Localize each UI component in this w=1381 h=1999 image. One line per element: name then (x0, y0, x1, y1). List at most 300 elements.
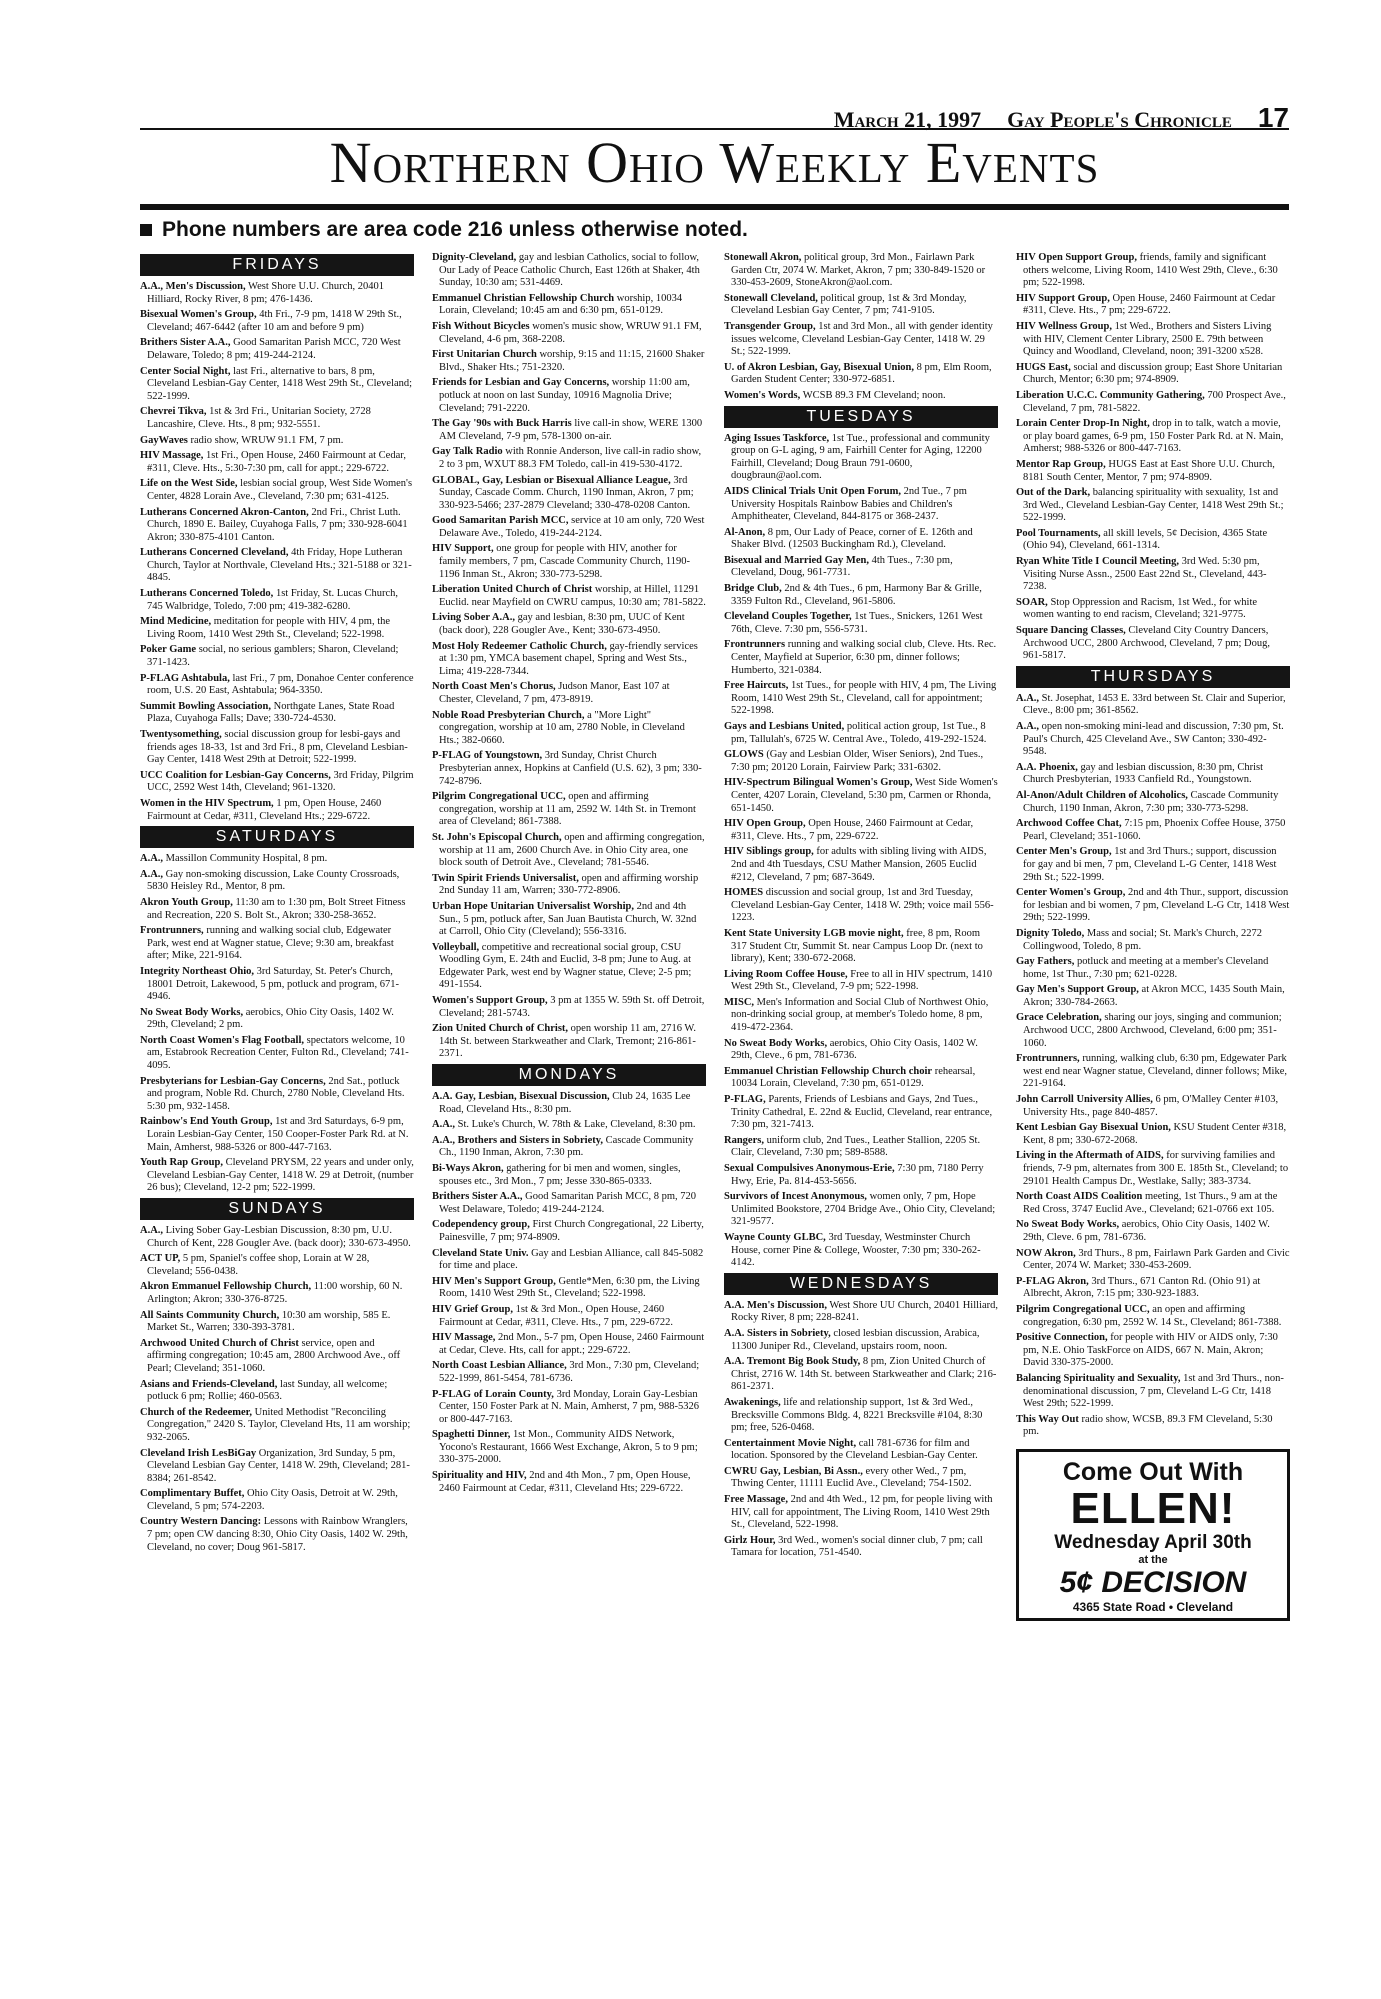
event-name: Life on the West Side, (140, 478, 238, 490)
event-name: A.A. Tremont Big Book Study, (724, 1356, 861, 1368)
event-details: 3rd Mon., 7:30 pm, Cleveland; 522-1999, 861-5454, 781-6736. (439, 1360, 700, 1384)
event-listing (724, 997, 998, 1035)
event-name: Most Holy Redeemer Catholic Church, (432, 640, 607, 652)
event-name: Codependency group, (432, 1219, 530, 1231)
event-details: spectators welcome, 10 am, Estabrook Recreation Center, Fulton Rd., Cleveland; 741-4095. (147, 1034, 409, 1072)
event-listing (1016, 721, 1290, 759)
bullet-square-icon (140, 224, 152, 236)
event-details: last Sunday, all welcome; potluck 6 pm; Rollie; 460-0563. (147, 1378, 388, 1403)
event-listing (432, 995, 706, 1020)
event-name: Volleyball, (432, 941, 480, 953)
event-details: last Fri., alternative to bars, 8 pm, Cleveland Lesbian-Gay Center, 1418 West 29th St., Cleveland; 522-1999. (147, 365, 413, 402)
notice-text: Phone numbers are area code 216 unless otherwise noted. (162, 218, 748, 241)
event-listing (140, 1448, 414, 1486)
event-listing (432, 446, 706, 471)
event-name: John Carroll University Allies, (1016, 1094, 1153, 1106)
event-name: Dignity Toledo, (1016, 927, 1085, 939)
event-listing (724, 846, 998, 884)
event-name: HIV Open Group, (724, 818, 806, 830)
event-details: political group, 1st & 3rd Monday, Cleveland Lesbian Gay Center, 7 pm; 741-9105. (731, 292, 967, 317)
event-listing (140, 966, 414, 1004)
event-details: open and affirming congregation, worship at 11 am, 2600 Church Ave. in Ohio City area, one block south of Detroit Ave., Cleveland; 781-5546. (439, 831, 705, 869)
event-listing (432, 1389, 706, 1427)
event-listing (432, 942, 706, 992)
event-name: Survivors of Incest Anonymous, (724, 1191, 867, 1203)
event-listing (724, 928, 998, 966)
event-name: GayWaves (140, 434, 188, 446)
event-name: Free Haircuts, (724, 680, 789, 692)
event-name: Sexual Compulsives Anonymous-Erie, (724, 1163, 895, 1174)
event-listing (1016, 1219, 1290, 1244)
event-name: Bi-Ways Akron, (432, 1163, 504, 1174)
event-details: Parents, Friends of Lesbians and Gays, 2nd Tues., Trinity Cathedral, E. 22nd & Euclid, Cleveland, rear entrance, 7:30 pm, 321-7413. (731, 1094, 993, 1131)
event-details: lesbian social group, West Side Women's Center, 4828 Lorain Ave., Cleveland, 7:30 pm; 631-4125. (147, 478, 413, 502)
event-listing (432, 1191, 706, 1216)
event-name: Cleveland Irish LesBiGay (140, 1447, 257, 1459)
event-listing (1016, 528, 1290, 553)
event-listing (140, 366, 414, 404)
event-details: Open House, 2460 Fairmount at Cedar, #311, Cleve. Hts., 7 pm, 229-6722. (731, 818, 974, 842)
event-details: running and walking social club, Edgewater Park, west end at Wagner statue, Cleve; 9:30 am, breakfast after; Mike, 221-9164. (147, 925, 394, 962)
event-listing (140, 337, 414, 362)
event-listing (140, 869, 414, 894)
event-listing (1016, 846, 1290, 884)
event-listing (1016, 597, 1290, 622)
event-details: Organization, 3rd Sunday, 5 pm, Cleveland Lesbian Gay Center, 1418 W. 29th, Cleveland; 281-8384; 261-8542. (147, 1447, 410, 1484)
event-name: The Gay '90s with Buck Harris (432, 418, 572, 430)
event-name: AIDS Clinical Trials Unit Open Forum, (724, 485, 901, 497)
event-listing (432, 641, 706, 679)
event-listing (724, 1466, 998, 1491)
event-listing (1016, 1332, 1290, 1370)
event-listing (724, 777, 998, 815)
event-listing (724, 1135, 998, 1160)
event-details: worship, 9:15 and 11:15, 21600 Shaker Blvd., Shaker Hts.; 751-2320. (439, 349, 705, 373)
event-name: A.A. Phoenix, (1016, 761, 1078, 773)
event-name: Living Sober A.A., (432, 612, 515, 624)
event-name: Spaghetti Dinner, (432, 1429, 511, 1441)
event-listing (432, 1304, 706, 1329)
event-name: Center Men's Group, (1016, 846, 1112, 858)
event-details: West Shore U.U. Church, 20401 Hilliard, Rocky River, 8 pm; 476-1436. (147, 281, 384, 305)
event-listing (140, 644, 414, 669)
event-listing (724, 1397, 998, 1435)
event-name: HUGS East, (1016, 361, 1071, 373)
event-name: GLOBAL, Gay, Lesbian or Bisexual Alliance League, (432, 474, 671, 486)
event-listing (432, 710, 706, 748)
event-name: HIV Wellness Group, (1016, 320, 1112, 332)
event-name: Country Western Dancing: (140, 1516, 262, 1528)
event-name: P-FLAG of Youngstown, (432, 750, 543, 762)
event-name: Grace Celebration, (1016, 1012, 1102, 1024)
event-name: Pilgrim Congregational UCC, (432, 791, 566, 803)
event-details: St. Luke's Church, W. 78th & Lake, Cleveland, 8:30 pm. (457, 1119, 696, 1131)
ad-line6: 4365 State Road • Cleveland (1072, 1599, 1234, 1614)
event-name: Bridge Club, (724, 583, 782, 595)
event-name: Stonewall Akron, (724, 252, 802, 263)
event-details: Free to all in HIV spectrum, 1410 West 29th St., Cleveland, 7-9 pm; 522-1998. (731, 968, 993, 993)
event-details: an open and affirming congregation, 6:30 pm, 2592 W. 14 St., Cleveland; 861-7388. (1023, 1303, 1282, 1328)
event-details: 1st Friday, St. Lucas Church, 745 Walbridge, Toledo, 7:00 pm; 419-382-6280. (147, 588, 399, 612)
event-details: political action group, 1st Tue., 8 pm, Tallulah's, 6725 W. Central Ave., Toledo, 419-292-1524. (731, 721, 987, 745)
day-header: MONDAYS (432, 1064, 706, 1086)
event-details: service at 10 am only, 720 West Delaware Ave., Toledo, 419-244-2124. (439, 515, 705, 539)
event-name: Church of the Redeemer, (140, 1406, 252, 1418)
event-details: 2nd Mon., 5-7 pm, Open House, 2460 Fairmount at Cedar, Cleve. Hts, call for appt.; 229-6722. (439, 1332, 705, 1356)
event-details: worship, 10034 Lorain, Cleveland; 10:45 am and 6:30 pm, 651-0129. (439, 292, 683, 317)
event-name: Poker Game (140, 644, 197, 656)
event-listing (432, 321, 706, 346)
event-details: running, walking club, 6:30 pm, Edgewater Park west end near Wagner statue, Cleveland, dinner follows; Mike, 221-9164. (1023, 1053, 1288, 1090)
event-listing (140, 309, 414, 334)
page-title: Northern Ohio Weekly Events (329, 130, 1100, 195)
event-name: A.A., Brothers and Sisters in Sobriety, (432, 1134, 604, 1146)
event-listing (432, 475, 706, 513)
event-name: Frontrunners (724, 639, 786, 651)
event-details: WCSB 89.3 FM Cleveland; noon. (802, 389, 946, 401)
event-listing (140, 897, 414, 922)
event-name: Stonewall Cleveland, (724, 292, 818, 304)
event-listing (140, 853, 414, 866)
event-listing (724, 749, 998, 774)
event-details: women's music show, WRUW 91.1 FM, Cleveland, 4-6 pm, 368-2208. (439, 320, 702, 345)
event-name: Lutherans Concerned Cleveland, (140, 547, 289, 559)
event-listing (1016, 1191, 1290, 1216)
event-name: HIV Massage, (140, 450, 204, 462)
event-name: Bisexual Women's Group, (140, 309, 257, 321)
event-name: A.A., (140, 853, 164, 865)
event-name: Living in the Aftermath of AIDS, (1016, 1150, 1164, 1162)
event-listing (140, 1253, 414, 1278)
event-listing (140, 770, 414, 795)
event-listing (724, 680, 998, 718)
event-listing (432, 832, 706, 870)
event-details: for adults with sibling living with AIDS, 2nd and 4th Tuesdays, CSU Mather Mansion, 2605 Euclid #212, Cleveland, 7 pm; 687-3649. (731, 846, 987, 883)
event-name: No Sweat Body Works, (1016, 1219, 1120, 1231)
event-details: live call-in show, WERE 1300 AM Cleveland, 7-9 pm, 578-1300 on-air. (439, 418, 703, 442)
event-details: 2nd Fri., Christ Luth. Church, 1890 E. Bailey, Cuyahoga Falls, 7 pm; 330-928-6041 Akron; 330-875-4101 Canton. (147, 506, 408, 543)
event-name: Awakenings, (724, 1396, 781, 1408)
event-listing (432, 349, 706, 374)
event-details: 1st and 3rd Mon., all with gender identity issues welcome, Cleveland Lesbian-Gay Center, 1418 W. 29 St.; 522-1999. (731, 320, 993, 358)
event-listing (140, 435, 414, 448)
event-details: 8 pm, Elm Room, Garden Student Center; 330-972-6851. (731, 361, 992, 386)
event-name: Asians and Friends-Cleveland, (140, 1378, 278, 1390)
event-details: aerobics, Ohio City Oasis, 1402 W. 29th, Cleve. 6 pm, 781-6736. (1023, 1219, 1270, 1243)
event-name: Zion United Church of Christ, (432, 1023, 569, 1035)
event-listing (432, 543, 706, 581)
event-details: Open House, 2460 Fairmount at Cedar #311, Cleve. Hts., 7 pm; 229-6722. (1023, 292, 1276, 317)
event-listing (140, 798, 414, 823)
event-name: NOW Akron, (1016, 1247, 1076, 1259)
event-name: Emmanuel Christian Fellowship Church (432, 292, 615, 304)
event-details: West Shore UU Church, 20401 Hilliard, Rocky River, 8 pm; 228-8241. (731, 1299, 998, 1324)
event-listing (140, 1338, 414, 1376)
event-details: 3 pm at 1355 W. 59th St. off Detroit, Cleveland; 281-5743. (439, 995, 705, 1019)
event-details: 7:15 pm, Phoenix Coffee House, 3750 Pearl, Cleveland; 351-1060. (1023, 818, 1286, 842)
event-listing (724, 321, 998, 359)
ellen-ad-box (1016, 1449, 1290, 1621)
event-name: Gay Fathers, (1016, 956, 1075, 968)
event-details: Cascade Community Ch., 1190 Inman, Akron, 7:30 pm. (439, 1134, 694, 1159)
event-listing (432, 1163, 706, 1188)
event-name: GLOWS (724, 749, 764, 761)
event-name: St. John's Episcopal Church, (432, 831, 562, 843)
event-name: Center Women's Group, (1016, 887, 1126, 899)
event-details: 1st Tues., Snickers, 1261 West 76th, Cleve. 7:30 pm, 556-5731. (731, 611, 983, 635)
event-listing (724, 1438, 998, 1463)
event-name: North Coast AIDS Coalition (1016, 1191, 1143, 1203)
event-name: Spirituality and HIV, (432, 1470, 527, 1482)
event-details: Living Sober Gay-Lesbian Discussion, 8:30 pm, U.U. Church of Kent, 228 Gougler Ave. (back door); 330-673-4950. (147, 1225, 411, 1249)
event-name: A.A. Sisters in Sobriety, (724, 1327, 831, 1339)
column-2 (432, 252, 706, 1997)
event-name: Complimentary Buffet, (140, 1488, 245, 1500)
event-details: 1 pm, Open House, 2460 Fairmount at Cedar, #311, Cleveland Hts.; 229-6722. (147, 797, 382, 822)
event-details: for surviving families and friends, 7-9 pm, alternates from 300 E. 185th St., Cleveland; to 29101 Health Campus Dr., Westlake, Sally; 383-3734. (1023, 1150, 1289, 1187)
event-name: A.A. Gay, Lesbian, Bisexual Discussion, (432, 1091, 610, 1103)
event-listing (432, 1091, 706, 1116)
event-details: 3rd Monday, Lorain Gay-Lesbian Center, 150 Foster Park at N. Main, Amherst, 7 pm, 988-5326 or 800-447-7163. (439, 1388, 700, 1425)
event-listing (140, 1488, 414, 1513)
event-listing (724, 362, 998, 387)
event-listing (140, 1007, 414, 1032)
event-details: radio show, WCSB, 89.3 FM Cleveland, 5:30 pm. (1023, 1413, 1273, 1438)
event-name: Akron Emmanuel Fellowship Church, (140, 1281, 312, 1293)
event-listing (1016, 1304, 1290, 1329)
event-name: Frontrunners, (1016, 1053, 1080, 1065)
event-details: gay and lesbian, 8:30 pm, UUC of Kent (back door), 228 Gougler Ave., Kent; 330-673-4950. (439, 612, 685, 637)
event-listing (1016, 321, 1290, 359)
event-listing (724, 1191, 998, 1229)
event-details: 2nd and 4th Thur., support, discussion for lesbian and bi women, 7 pm, Cleveland L-G Ctr, 1418 West 29th; 522-1999. (1023, 887, 1290, 924)
event-listing (724, 1494, 998, 1532)
event-details: aerobics, Ohio City Oasis, 1402 W. 29th, Cleveland; 2 pm. (147, 1006, 394, 1031)
event-details: friends, family and significant others welcome, Living Room, 1410 West 29th, Cleve., 6:30 pm; 522-1998. (1023, 252, 1278, 289)
event-details: competitive and recreational social group, CSU Woodling Gym, E. 24th and Euclid, 3-8 pm; June to Aug. at Edgewater Park, west end by Wagner statue, Cleve; 2-5 pm; 491-1554. (439, 941, 692, 991)
event-name: Noble Road Presbyterian Church, (432, 709, 585, 721)
event-name: First Unitarian Church (432, 349, 537, 361)
event-details: 3rd Sunday, Cascade Comm. Church, 1190 Inman, Akron, 7 pm; 330-923-5466; 237-2879 Cleveland; 330-478-0208 Canton. (439, 474, 694, 511)
event-details: one group for people with HIV, another for family members, 7 pm, Cascade Community Church, 1190-1196 Inman St., Akron; 330-773-5298. (439, 543, 690, 580)
event-listing (432, 1332, 706, 1357)
event-listing (1016, 1053, 1290, 1091)
event-listing (724, 1163, 998, 1188)
event-details: 4th Friday, Hope Lutheran Church, Taylor at Northvale, Cleveland Hts.; 321-5188 or 321-4845. (147, 547, 412, 584)
event-details: United Methodist "Reconciling Congregation," 2420 S. Taylor, Cleveland Hts, 11 am worship; 932-2065. (147, 1406, 411, 1443)
event-listing (1016, 887, 1290, 925)
event-listing (724, 611, 998, 636)
event-details: Men's Information and Social Club of Northwest Ohio, non-drinking social group, at member's Toledo home, 8 pm, 419-472-2364. (731, 996, 989, 1034)
event-name: A.A., (1016, 721, 1040, 732)
event-listing (1016, 1414, 1290, 1439)
event-listing (432, 515, 706, 540)
event-listing (432, 1470, 706, 1495)
event-name: Urban Hope Unitarian Universalist Worship, (432, 900, 634, 912)
event-name: UCC Coalition for Lesbian-Gay Concerns, (140, 769, 331, 781)
event-name: A.A. Men's Discussion, (724, 1299, 827, 1311)
issue-date: March 21, 1997 (833, 107, 982, 132)
area-code-notice (140, 218, 748, 242)
event-name: No Sweat Body Works, (140, 1006, 244, 1018)
event-name: HIV Massage, (432, 1332, 496, 1344)
event-listing (1016, 556, 1290, 594)
event-details: gay-friendly services at 1:30 pm, YMCA basement chapel, Spring and West Sts., Lima; 419-228-7344. (439, 640, 698, 677)
event-details: Lessons with Rainbow Wranglers, 7 pm; open CW dancing 8:30, Ohio City Oasis, 1402 W. 29th, Cleveland, no cover; Doug 961-5817. (147, 1516, 408, 1553)
event-details: meditation for people with HIV, 4 pm, the Living Room, 1410 West 29th St., Cleveland; 522-1998. (147, 616, 391, 640)
event-listing (724, 486, 998, 524)
event-details: 1st Wed., Brothers and Sisters Living with HIV, Clement Center Library, 2500 E. 79th between Quincy and Woodland, Cleveland, noon; 391-3200 x528. (1023, 320, 1272, 358)
event-name: Twin Spirit Friends Universalist, (432, 872, 579, 884)
event-details: St. Josephat, 1453 E. 33rd between St. Clair and Superior, Cleve., 8:00 pm; 361-8562. (1023, 692, 1286, 717)
event-name: HIV Open Support Group, (1016, 252, 1137, 263)
event-details: at Akron MCC, 1435 South Main, Akron; 330-784-2663. (1023, 984, 1285, 1008)
event-details: 6 pm, O'Malley Center #103, University Hts., page 840-4857. (1023, 1094, 1279, 1118)
event-listing (140, 925, 414, 963)
day-header: TUESDAYS (724, 406, 998, 428)
event-listing (140, 729, 414, 767)
event-listing (724, 639, 998, 677)
event-name: Twentysomething, (140, 729, 222, 740)
event-name: A.A., Men's Discussion, (140, 281, 246, 292)
event-details: 4th Tues., 7:30 pm, Cleveland, Doug, 961-7731. (731, 554, 953, 579)
event-name: HIV Support, (432, 543, 494, 555)
event-name: HIV-Spectrum Bilingual Women's Group, (724, 777, 913, 789)
event-name: Transgender Group, (724, 320, 816, 332)
event-details: Massillon Community Hospital, 8 pm. (165, 853, 328, 865)
event-name: Rainbow's End Youth Group, (140, 1116, 273, 1128)
event-details: aerobics, Ohio City Oasis, 1402 W. 29th, Cleve., 6 pm, 781-6736. (731, 1037, 978, 1062)
day-header: SUNDAYS (140, 1198, 414, 1220)
event-name: Living Room Coffee House, (724, 968, 848, 980)
event-listing (724, 1300, 998, 1325)
event-listing (1016, 362, 1290, 387)
event-listing (1016, 1012, 1290, 1050)
event-details: 11:30 am to 1:30 pm, Bolt Street Fitness and Recreation, 220 S. Bolt St., Akron; 330-258-3652. (147, 896, 406, 921)
event-details: 3rd Tuesday, Westminster Church House, corner Pine & College, Wooster, 7:30 pm; 330-262-4142. (731, 1231, 981, 1269)
event-listing (1016, 762, 1290, 787)
event-name: P-FLAG, (724, 1094, 766, 1106)
event-listing (140, 1281, 414, 1306)
event-listing (1016, 1094, 1290, 1119)
event-name: Mind Medicine, (140, 616, 212, 628)
event-details: Gay non-smoking discussion, Lake County Crossroads, 5830 Heisley Rd., Mentor, 8 pm. (147, 868, 400, 893)
page-number: 17 (1257, 102, 1289, 133)
paper-name: Gay People's Chronicle (1007, 107, 1232, 132)
event-listing (724, 1328, 998, 1353)
event-details: 2nd Tue., 7 pm University Hospitals Rainbow Babies and Children's Amphitheater, Cleveland, 844-8175 or 368-2437. (731, 485, 967, 523)
event-listing (724, 583, 998, 608)
event-listing (432, 1135, 706, 1160)
event-name: Gay Talk Radio (432, 446, 503, 458)
event-details: 1st Tue., professional and community group on G-L aging, 9 am, Fairhill Center for Aging, 12200 Fairhill, Cleveland; Doug Braun 791-0600, dougbraun@aol.com. (731, 432, 990, 482)
event-listing (140, 701, 414, 726)
event-listing (1016, 459, 1290, 484)
event-name: Cleveland Couples Together, (724, 611, 852, 623)
ad-line3: Wednesday April 30th (1054, 1531, 1252, 1553)
event-listing (1016, 1373, 1290, 1411)
event-name: Pool Tournaments, (1016, 527, 1101, 539)
event-details: Stop Oppression and Racism, 1st Wed., for white women wanting to end racism, Cleveland; 321-9775. (1023, 596, 1258, 621)
event-details: Cleveland PRYSM, 22 years and under only, Cleveland Lesbian-Gay Center, 1418 W. 29 at Detroit, (number 26 bus); Cleveland, 12-2 pm; 522-1999. (147, 1157, 414, 1194)
event-name: Frontrunners, (140, 925, 204, 937)
event-details: 1st Tues., for people with HIV, 4 pm, The Living Room, 1410 West 29th St., Cleveland, call for appointment; 522-1998. (731, 680, 997, 717)
event-details: 1st and 3rd Thurs., non-denominational discussion, 7 pm, Cleveland L-G Ctr, 1418 West 29th; 522-1999. (1023, 1372, 1284, 1410)
event-name: Lutherans Concerned Akron-Canton, (140, 506, 309, 518)
event-listing (140, 1116, 414, 1154)
event-name: A.A., (140, 868, 164, 880)
event-name: P-FLAG Ashtabula, (140, 672, 230, 684)
event-name: Women's Support Group, (432, 995, 548, 1007)
event-details: open and affirming worship 2nd Sunday 11 am, Warren; 330-772-8906. (439, 872, 699, 897)
event-listing (724, 293, 998, 318)
event-listing (1016, 390, 1290, 415)
event-name: Cleveland State Univ. (432, 1247, 529, 1259)
event-listing (1016, 693, 1290, 718)
event-listing (1016, 984, 1290, 1009)
event-name: Youth Rap Group, (140, 1157, 223, 1169)
event-details: 3rd Thurs., 671 Canton Rd. (Ohio 91) at Albrecht, Akron, 7:15 pm; 330-923-1883. (1023, 1275, 1261, 1300)
event-details: 2nd & 4th Tues., 6 pm, Harmony Bar & Grille, 3359 Fulton Rd., Cleveland, 961-5806. (731, 583, 982, 607)
event-details: meeting, 1st Thurs., 9 am at the Red Cross, 3747 Euclid Ave., Cleveland; 621-0766 ext 105. (1023, 1191, 1278, 1215)
event-listing (1016, 1150, 1290, 1188)
event-details: 3rd Wed., women's social dinner club, 7 pm; call Tamara for location, 751-4540. (731, 1534, 983, 1559)
event-listing (724, 969, 998, 994)
event-listing (432, 791, 706, 829)
event-details: worship, at Hillel, 11291 Euclid. near Mayfield on CWRU campus, 10:30 am; 781-5822. (439, 584, 706, 608)
event-details: all skill levels, 5¢ Decision, 4365 State (Ohio 94), Cleveland, 661-1314. (1023, 527, 1268, 552)
event-listing (724, 390, 998, 403)
event-name: P-FLAG Akron, (1016, 1275, 1089, 1287)
event-listing (1016, 487, 1290, 525)
event-details: uniform club, 2nd Tues., Leather Stallion, 2205 St. Clair, Cleveland, 7:30 pm; 589-8588. (731, 1134, 981, 1159)
event-name: Al-Anon/Adult Children of Alcoholics, (1016, 789, 1188, 801)
event-details: closed lesbian discussion, Arabica, 11300 Juniper Rd., Cleveland, upstairs room, noon. (731, 1327, 980, 1352)
event-listing (724, 818, 998, 843)
event-details: 1st Mon., Community AIDS Network, Yocono's Restaurant, 1666 West Exchange, Akron, 5 to 9 pm; 330-375-2000. (439, 1429, 698, 1466)
event-listing (1016, 625, 1290, 663)
event-listing (724, 721, 998, 746)
event-details: 2nd Sat., potluck and program, Noble Rd. Church, 2780 Noble, Cleveland Hts. 5:30 pm, 932-1458. (147, 1075, 405, 1112)
event-details: open non-smoking mini-lead and discussion, 7:30 pm, St. Paul's Church, 425 Cleveland Ave., SW Canton; 330-492-9548. (1023, 721, 1284, 758)
event-listing (1016, 790, 1290, 815)
event-listing (432, 681, 706, 706)
event-name: HOMES (724, 887, 764, 899)
event-name: U. of Akron Lesbian, Gay, Bisexual Union, (724, 361, 915, 373)
event-name: Friends for Lesbian and Gay Concerns, (432, 377, 610, 389)
event-name: Balancing Spirituality and Sexuality, (1016, 1372, 1181, 1384)
event-details: gathering for bi men and women, singles, spouses etc., 3rd Mon., 7 pm; Jesse 330-865-0333. (439, 1163, 681, 1187)
event-details: 3rd Sunday, Christ Church Presbyterian annex, Hopkins at Canfield (U.S. 62), 3 pm; 330-742-8796. (439, 750, 702, 787)
event-details: Judson Manor, East 107 at Chester, Cleveland, 7 pm, 473-8919. (439, 681, 670, 705)
event-name: P-FLAG of Lorain County, (432, 1388, 554, 1400)
event-listing (140, 450, 414, 475)
event-listing (1016, 418, 1290, 456)
event-details: rehearsal, 10034 Lorain, Cleveland, 7:30 pm, 651-0129. (731, 1065, 976, 1090)
event-name: A.A., (432, 1119, 456, 1131)
event-name: Good Samaritan Parish MCC, (432, 515, 569, 527)
event-name: Rangers, (724, 1134, 764, 1146)
event-name: HIV Men's Support Group, (432, 1275, 556, 1287)
event-name: Integrity Northeast Ohio, (140, 965, 255, 977)
event-listing (432, 1219, 706, 1244)
event-listing (432, 293, 706, 318)
event-name: Center Social Night, (140, 365, 231, 377)
day-header: WEDNESDAYS (724, 1273, 998, 1295)
event-name: HIV Siblings group, (724, 846, 814, 858)
event-details: 8 pm, Our Lady of Peace, corner of E. 126th and Shaker Blvd. (12503 Buckingham Rd.), Cleveland. (731, 526, 973, 551)
event-name: MISC, (724, 996, 755, 1008)
